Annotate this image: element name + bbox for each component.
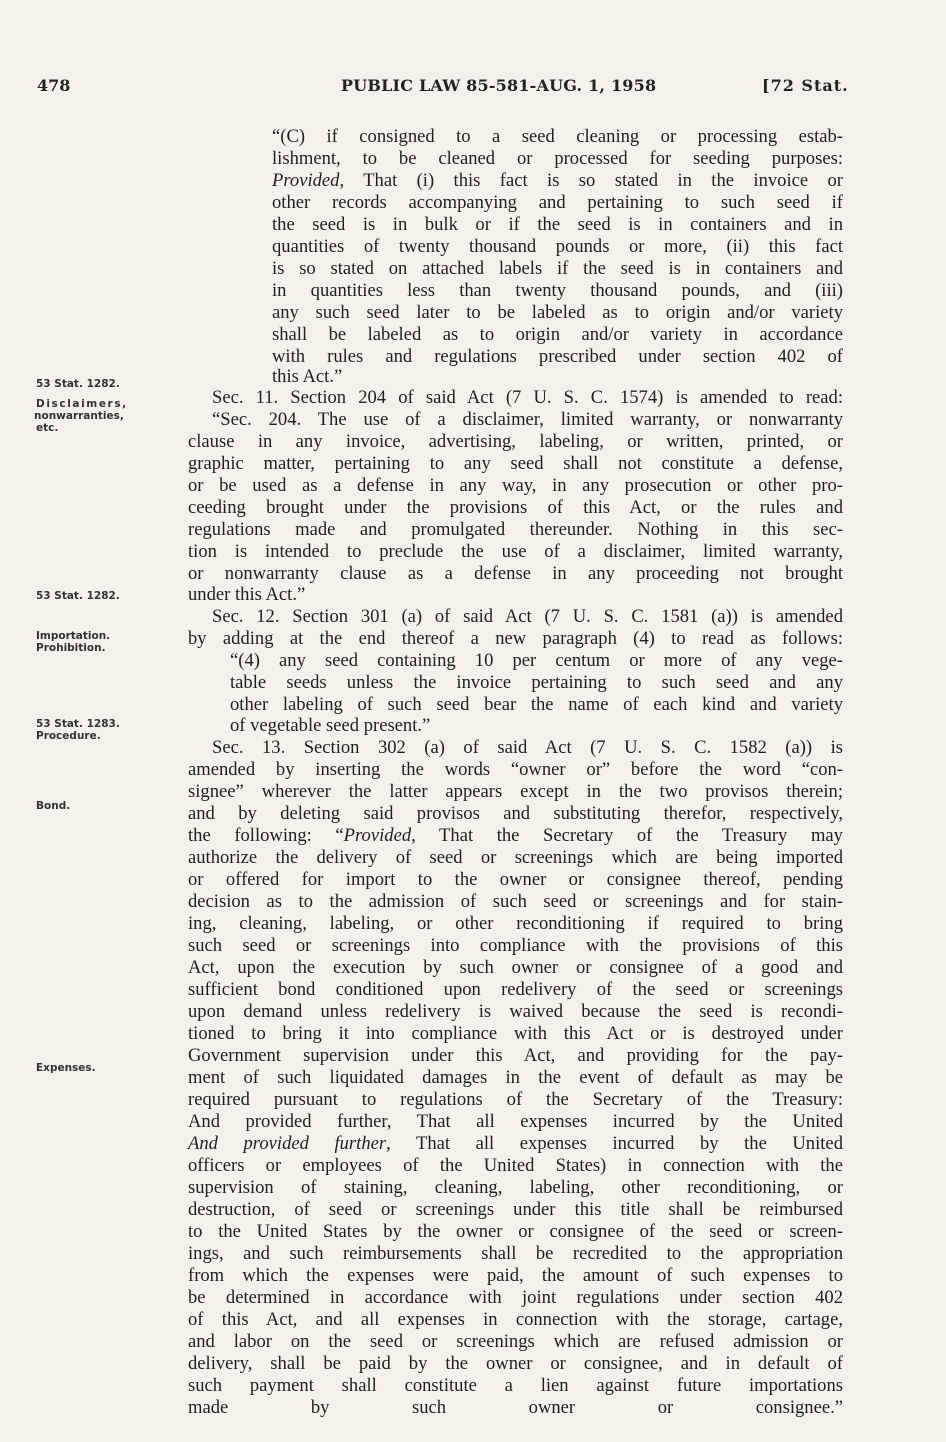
text-line: decision as to the admission of such seed or screenings and for stain- bbox=[188, 891, 843, 912]
margin-note-line: Bond. bbox=[36, 800, 71, 812]
page-number: 478 bbox=[37, 76, 71, 95]
text-line: shall be labeled as to origin and/or variety in accordance bbox=[272, 324, 843, 345]
text-line: of vegetable seed present.” bbox=[230, 715, 431, 736]
text-line: tioned to bring it into compliance with this Act or is destroyed under bbox=[188, 1023, 843, 1044]
text-line: destruction, of seed or screenings under this title shall be reimbursed bbox=[188, 1199, 843, 1220]
margin-note-line: Procedure. bbox=[36, 730, 101, 742]
text-line: by adding at the end thereof a new paragraph (4) to read as follows: bbox=[188, 628, 843, 649]
text-line: amended by inserting the words “owner or” before the word “con- bbox=[188, 759, 843, 780]
text-line: the seed is in bulk or if the seed is in containers and in bbox=[272, 214, 843, 235]
margin-note-line: Importation. bbox=[36, 630, 111, 642]
text-line bbox=[188, 1419, 843, 1441]
margin-note-line: 53 Stat. 1282. bbox=[36, 590, 120, 602]
text-line: “(4) any seed containing 10 per centum or more of any vege- bbox=[230, 650, 843, 671]
text-line: clause in any invoice, advertising, labeling, or written, printed, or bbox=[188, 431, 843, 452]
text-line: tion is intended to preclude the use of a disclaimer, limited warranty, bbox=[188, 541, 843, 562]
text-line: to the United States by the owner or consignee of the seed or screen- bbox=[188, 1221, 843, 1242]
text-line: sufficient bond conditioned upon redelivery of the seed or screenings bbox=[188, 979, 843, 1000]
text-line: is so stated on attached labels if the seed is in containers and bbox=[272, 258, 843, 279]
margin-note-line: 53 Stat. 1283. bbox=[36, 718, 120, 730]
text-line: table seeds unless the invoice pertaining to such seed and any bbox=[230, 672, 843, 693]
text-line: regulations made and promulgated thereunder. Nothing in this sec- bbox=[188, 519, 843, 540]
text-line: “Sec. 204. The use of a disclaimer, limited warranty, or nonwarranty bbox=[212, 409, 843, 430]
margin-note bbox=[36, 590, 186, 602]
text-line: lishment, to be cleaned or processed for seeding purposes: bbox=[272, 148, 843, 169]
page-title: PUBLIC LAW 85-581-AUG. 1, 1958 bbox=[341, 76, 657, 95]
margin-note bbox=[36, 630, 186, 654]
margin-note bbox=[36, 1062, 186, 1074]
text-line: other records accompanying and pertaining to such seed if bbox=[272, 192, 843, 213]
margin-note-line: Prohibition. bbox=[36, 642, 106, 654]
margin-note-line: 53 Stat. 1282. bbox=[36, 378, 120, 390]
text-line: any such seed later to be labeled as to origin and/or variety bbox=[272, 302, 843, 323]
text-line: other labeling of such seed bear the name of each kind and variety bbox=[230, 694, 843, 715]
margin-note-line: nonwarranties, bbox=[34, 410, 124, 422]
page-header bbox=[0, 76, 946, 102]
text-line: ment of such liquidated damages in the event of default as may be bbox=[188, 1067, 843, 1088]
text-line: signee” wherever the latter appears except in the two provisos therein; bbox=[188, 781, 843, 802]
text-line: supervision of staining, cleaning, labeling, other reconditioning, or bbox=[188, 1177, 843, 1198]
margin-note-line: Expenses. bbox=[36, 1062, 96, 1074]
margin-note bbox=[36, 800, 186, 812]
text-line: “(C) if consigned to a seed cleaning or processing estab- bbox=[272, 126, 843, 147]
text-line: ings, and such reimbursements shall be recredited to the appropriation bbox=[188, 1243, 843, 1264]
text-line: made by such owner or consignee.” bbox=[188, 1397, 843, 1418]
text-line: ing, cleaning, labeling, or other reconditioning if required to bring bbox=[188, 913, 843, 934]
text-line: from which the expenses were paid, the amount of such expenses to bbox=[188, 1265, 843, 1286]
text-line: officers or employees of the United States) in connection with the bbox=[188, 1155, 843, 1176]
text-line: the following: “Provided, That the Secretary of the Treasury may bbox=[188, 825, 843, 846]
margin-note-line: etc. bbox=[36, 422, 59, 434]
text-line: or be used as a defense in any way, in any prosecution or other pro- bbox=[188, 475, 843, 496]
text-line: required pursuant to regulations of the Secretary of the Treasury: bbox=[188, 1089, 843, 1110]
margin-note bbox=[36, 718, 186, 742]
text-line: quantities of twenty thousand pounds or more, (ii) this fact bbox=[272, 236, 843, 257]
text-line: such payment shall constitute a lien against future importations bbox=[188, 1375, 843, 1396]
text-line: Act, upon the execution by such owner or consignee of a good and bbox=[188, 957, 843, 978]
margin-note bbox=[36, 378, 186, 390]
text-line: And provided further, That all expenses incurred by the United bbox=[188, 1133, 843, 1154]
text-line: delivery, shall be paid by the owner or consignee, and in default of bbox=[188, 1353, 843, 1374]
text-line: with rules and regulations prescribed under section 402 of bbox=[272, 346, 843, 367]
text-line: and labor on the seed or screenings which are refused admission or bbox=[188, 1331, 843, 1352]
margin-note-line: Disclaimers, bbox=[36, 398, 128, 410]
text-line: be determined in accordance with joint regulations under section 402 bbox=[188, 1287, 843, 1308]
text-line: of this Act, and all expenses in connection with the storage, cartage, bbox=[188, 1309, 843, 1330]
text-line: this Act.” bbox=[272, 366, 343, 387]
section-line: Sec. 12. Section 301 (a) of said Act (7 U. S. C. 1581 (a)) is amended bbox=[212, 606, 843, 627]
text-line: ceeding brought under the provisions of this Act, or the rules and bbox=[188, 497, 843, 518]
text-line: or offered for import to the owner or consignee thereof, pending bbox=[188, 869, 843, 890]
text-line: in quantities less than twenty thousand pounds, and (iii) bbox=[272, 280, 843, 301]
margin-note bbox=[36, 398, 186, 434]
text-line: such seed or screenings into compliance with the provisions of this bbox=[188, 935, 843, 956]
text-line: And provided further, That all expenses incurred by the United bbox=[188, 1111, 843, 1132]
volume-citation: [72 Stat. bbox=[762, 76, 849, 95]
text-line: Provided, That (i) this fact is so stated in the invoice or bbox=[272, 170, 843, 191]
text-line: graphic matter, pertaining to any seed shall not constitute a defense, bbox=[188, 453, 843, 474]
section-line: Sec. 11. Section 204 of said Act (7 U. S. C. 1574) is amended to read: bbox=[212, 387, 843, 408]
text-line: under this Act.” bbox=[188, 584, 306, 605]
text-line: upon demand unless redelivery is waived because the seed is recondi- bbox=[188, 1001, 843, 1022]
text-line: authorize the delivery of seed or screenings which are being imported bbox=[188, 847, 843, 868]
text-line: Government supervision under this Act, and providing for the pay- bbox=[188, 1045, 843, 1066]
text-line: and by deleting said provisos and substituting therefor, respectively, bbox=[188, 803, 843, 824]
text-line: or nonwarranty clause as a defense in any proceeding not brought bbox=[188, 563, 843, 584]
section-line: Sec. 13. Section 302 (a) of said Act (7 U. S. C. 1582 (a)) is bbox=[212, 737, 843, 758]
